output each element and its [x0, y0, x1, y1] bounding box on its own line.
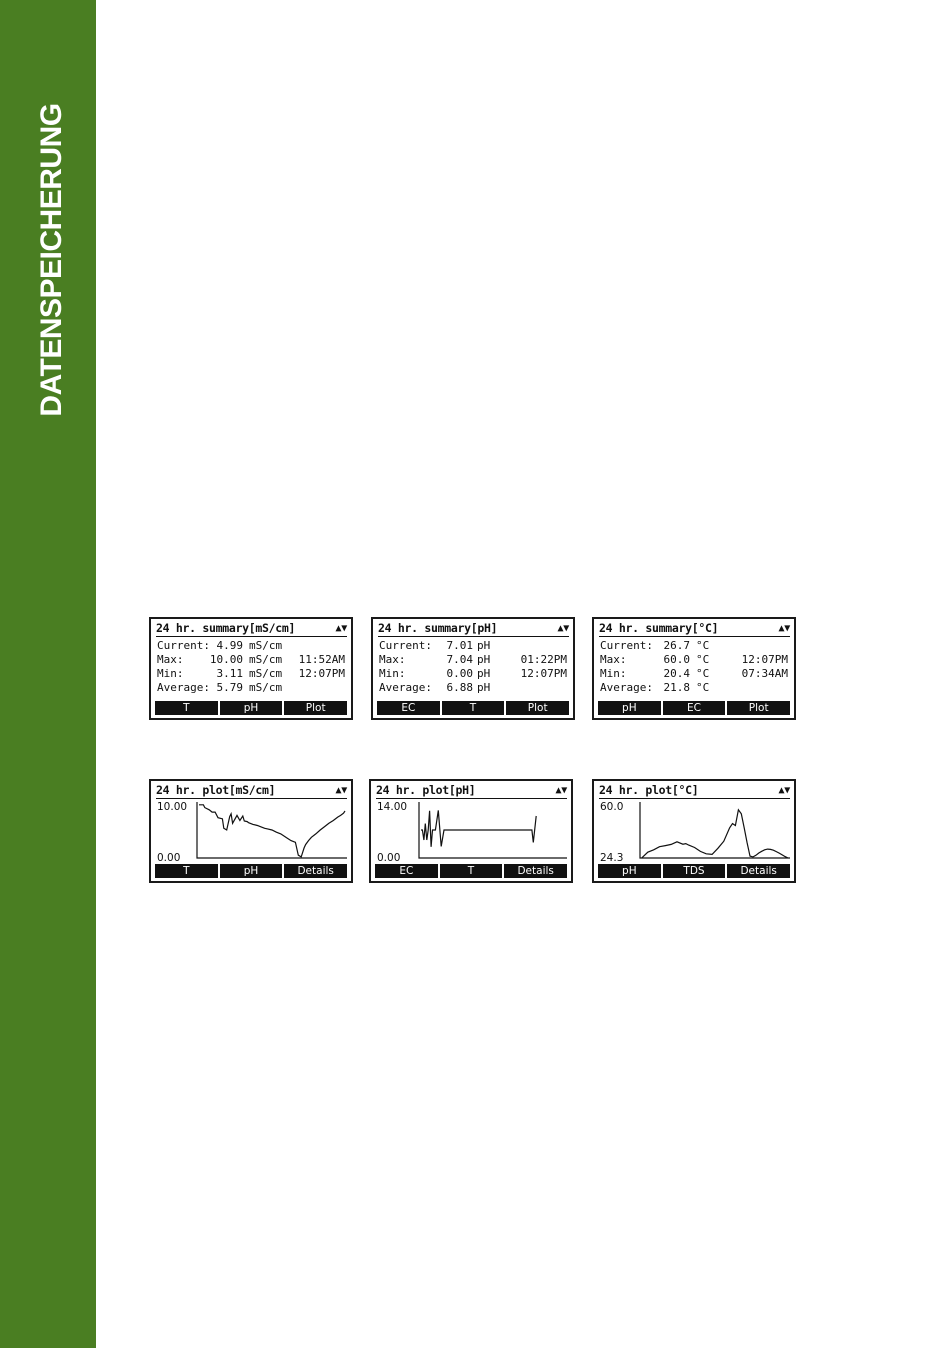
- up-down-arrow-icon: ▲▼: [778, 623, 790, 634]
- softkey-1[interactable]: EC: [377, 701, 440, 715]
- softkey-3[interactable]: Details: [504, 864, 567, 878]
- softkey-3[interactable]: Plot: [727, 701, 790, 715]
- softkey-1[interactable]: T: [155, 701, 218, 715]
- softkey-bar: [377, 701, 569, 715]
- row-current: Current: 4.99 mS/cm: [157, 639, 283, 652]
- plot-screen-ec: [149, 779, 353, 883]
- softkey-1[interactable]: EC: [375, 864, 438, 878]
- plot-screen-temp: [592, 779, 796, 883]
- row-current: Current: 7.01 pH: [379, 639, 491, 652]
- up-down-arrow-icon: ▲▼: [555, 785, 567, 796]
- plot-area: [155, 801, 347, 862]
- row-average: Average: 5.79 mS/cm: [157, 681, 283, 694]
- row-min: Min: 3.11 mS/cm 12:07PM: [157, 667, 345, 680]
- up-down-arrow-icon: ▲▼: [557, 623, 569, 634]
- row-min: Min: 20.4 °C 07:34AM: [600, 667, 788, 680]
- row-average: Average: 6.88 pH: [379, 681, 491, 694]
- plot-svg: [155, 801, 349, 862]
- softkey-bar: [155, 864, 347, 878]
- softkey-2[interactable]: T: [440, 864, 503, 878]
- softkey-2[interactable]: T: [442, 701, 505, 715]
- softkey-2[interactable]: EC: [663, 701, 726, 715]
- softkey-3[interactable]: Details: [284, 864, 347, 878]
- summary-screen-temp: [592, 617, 796, 720]
- softkey-1[interactable]: T: [155, 864, 218, 878]
- section-title: DATENSPEICHERUNG: [35, 103, 68, 417]
- screen-title: 24 hr. plot[°C] ▲▼: [599, 783, 790, 797]
- screen-title: 24 hr. summary[pH] ▲▼: [378, 621, 569, 635]
- y-min-label: 24.3: [600, 852, 624, 864]
- plot-series-line: [199, 805, 345, 857]
- softkey-1[interactable]: pH: [598, 864, 661, 878]
- softkey-3[interactable]: Plot: [284, 701, 347, 715]
- row-max: Max: 7.04 pH 01:22PM: [379, 653, 567, 666]
- softkey-3[interactable]: Plot: [506, 701, 569, 715]
- softkey-bar: [598, 864, 790, 878]
- plot-series-line: [642, 810, 788, 858]
- plot-area: [598, 801, 790, 862]
- softkey-bar: [155, 701, 347, 715]
- plot-screen-ph: [369, 779, 573, 883]
- plot-svg: [375, 801, 569, 862]
- row-average: Average: 21.8 °C: [600, 681, 710, 694]
- summary-screen-ph: [371, 617, 575, 720]
- plot-svg: [598, 801, 792, 862]
- softkey-1[interactable]: pH: [598, 701, 661, 715]
- softkey-2[interactable]: pH: [220, 864, 283, 878]
- y-max-label: 14.00: [377, 801, 408, 813]
- up-down-arrow-icon: ▲▼: [335, 623, 347, 634]
- up-down-arrow-icon: ▲▼: [335, 785, 347, 796]
- softkey-2[interactable]: TDS: [663, 864, 726, 878]
- summary-screen-ec: [149, 617, 353, 720]
- screen-title: 24 hr. plot[pH] ▲▼: [376, 783, 567, 797]
- screen-title: 24 hr. summary[°C] ▲▼: [599, 621, 790, 635]
- y-min-label: 0.00: [377, 852, 401, 864]
- row-min: Min: 0.00 pH 12:07PM: [379, 667, 567, 680]
- plot-area: [375, 801, 567, 862]
- up-down-arrow-icon: ▲▼: [778, 785, 790, 796]
- y-min-label: 0.00: [157, 852, 181, 864]
- softkey-3[interactable]: Details: [727, 864, 790, 878]
- plot-series-line: [421, 810, 536, 846]
- softkey-bar: [598, 701, 790, 715]
- y-max-label: 60.0: [600, 801, 624, 813]
- screen-title: 24 hr. summary[mS/cm] ▲▼: [156, 621, 347, 635]
- row-current: Current: 26.7 °C: [600, 639, 710, 652]
- softkey-2[interactable]: pH: [220, 701, 283, 715]
- side-band: [0, 0, 96, 1348]
- row-max: Max: 10.00 mS/cm 11:52AM: [157, 653, 345, 666]
- y-max-label: 10.00: [157, 801, 188, 813]
- softkey-bar: [375, 864, 567, 878]
- row-max: Max: 60.0 °C 12:07PM: [600, 653, 788, 666]
- screen-title: 24 hr. plot[mS/cm] ▲▼: [156, 783, 347, 797]
